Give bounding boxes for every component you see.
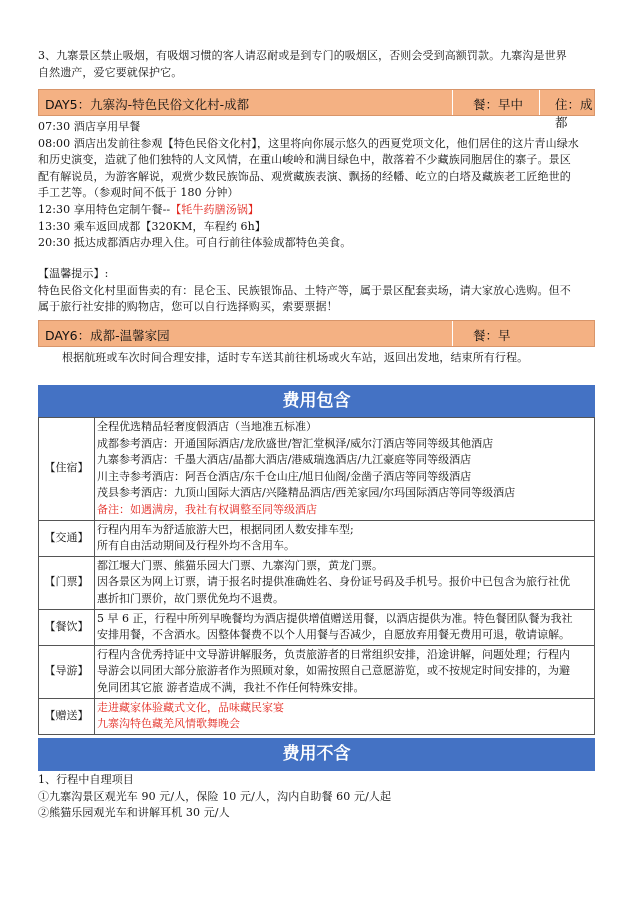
divider: [452, 321, 453, 346]
included-row: [39, 645, 595, 698]
day6-desc: 根据航班或车次时间合理安排，适时专车送其前往机场或火车站，返回出发地，结束所有行程。: [62, 351, 529, 364]
included-row: [39, 698, 595, 734]
included-row-value: [95, 556, 595, 609]
day5-title: DAY5：九寨沟-特色民俗文化村-成都: [45, 97, 250, 112]
included-row-key: 【导游】: [39, 645, 95, 698]
schedule-item: 13:30 乘车返回成都【320KM，车程约 6h】: [38, 219, 266, 233]
day6-title: DAY6：成都-温馨家园: [45, 328, 170, 343]
lunch-item: [38, 202, 600, 219]
lunch-prefix: 12:30 享用特色定制午餐--: [38, 202, 171, 216]
included-row-key: 【住宿】: [39, 418, 95, 521]
schedule-item: 07:30 酒店享用早餐: [38, 120, 141, 133]
schedule-item: 和历史演变，造就了他们独特的人文风情，在重山峻岭和满目绿色中，散落着不少藏族同胞居住的寨子。景区: [38, 153, 571, 167]
included-row-key: 【赠送】: [39, 698, 95, 734]
included-line: 安排用餐，不含酒水。因整体餐费不以个人用餐与否减少，自愿放弃用餐无费用可退，敬请谅解。: [97, 628, 570, 642]
tips-block: [38, 266, 600, 316]
included-highlight-line: 走进藏家体验藏式文化，品味藏民家宴: [97, 700, 284, 714]
schedule-item: 20:30 抵达成都酒店办理入住。可自行前往体验成都特色美食。: [38, 236, 352, 250]
day6-description: [62, 350, 600, 367]
included-row: [39, 556, 595, 609]
excluded-line: ①九寨沟景区观光车 90 元/人，保险 10 元/人，沟内自助餐 60 元/人起: [38, 789, 392, 803]
excluded-list: [38, 772, 600, 822]
included-table: [38, 417, 595, 735]
included-line: 成都参考酒店：开通国际酒店/龙欣盛世/智汇堂枫泽/威尔汀酒店等同等级其他酒店: [97, 436, 494, 450]
included-highlight-line: 九寨沟特色藏羌风情歌舞晚会: [97, 717, 240, 731]
included-row: [39, 520, 595, 556]
included-row-key: 【餐饮】: [39, 609, 95, 645]
schedule-item: 手工艺等。（参观时间不低于 180 分钟）: [38, 186, 239, 200]
included-line: 茂县参考酒店：九顶山国际大酒店/兴隆精品酒店/西羌家园/尔玛国际酒店等同等级酒店: [97, 486, 516, 500]
included-line: 所有自由活动期间及行程外均不含用车。: [97, 539, 295, 553]
included-row-value: [95, 645, 595, 698]
included-row-key: 【门票】: [39, 556, 95, 609]
day5-hotel: 住：成都: [555, 97, 593, 130]
tips-title: 【温馨提示】:: [38, 267, 109, 280]
divider: [452, 90, 453, 115]
included-line: 导游会以同团大部分旅游者作为照顾对象，如需按照自己意愿游览，或不按规定时间安排的，为避: [97, 664, 570, 678]
lunch-highlight: 【牦牛药膳汤锅】: [170, 202, 260, 216]
day6-meal: 餐：早: [473, 328, 511, 343]
excluded-line: ②熊猫乐园观光车和讲解耳机 30 元/人: [38, 806, 230, 820]
intro-line: 自然遗产，爱它要就保护它。: [38, 65, 183, 79]
included-highlight-line: 备注：如遇满房，我社有权调整至同等级酒店: [97, 502, 317, 516]
included-line: 惠折扣门票价，故门票优免均不退费。: [97, 591, 284, 605]
intro-line: 3、九寨景区禁止吸烟，有吸烟习惯的客人请忍耐或是到专门的吸烟区，否则会受到高额罚款。九寨沟是世界: [38, 49, 567, 62]
day6-header: [38, 320, 595, 347]
included-row: [39, 609, 595, 645]
intro-notice: [38, 48, 600, 81]
included-header: 费用包含: [38, 385, 595, 418]
included-line: 免同团其它旅 游者造成不满，我社不作任何特殊安排。: [97, 680, 365, 694]
included-line: 5 早 6 正，行程中所列早晚餐均为酒店提供增值赠送用餐，以酒店提供为准。特色餐团队餐为我社: [97, 611, 573, 625]
included-line: 川主寺参考酒店：阿吾仓酒店/东千仓山庄/旭日仙阁/金凿子酒店等同等级酒店: [97, 469, 472, 483]
included-row: [39, 418, 595, 521]
schedule-item: 08:00 酒店出发前往参观【特色民俗文化村】，这里将向你展示悠久的西夏党项文化，他们居住的这片青山绿水: [38, 136, 579, 150]
excluded-header: 费用不含: [38, 738, 595, 771]
schedule-item: 配有解说员，为游客解说，观赏少数民族饰品、观赏藏族表演、飘扬的经幡、屹立的白塔及藏族老工匠绝世的: [38, 169, 571, 183]
tips-line: 属于旅行社安排的购物店，您可以自行选择购买，索要票据！: [38, 300, 338, 314]
day5-schedule: [38, 119, 600, 252]
included-row-key: 【交通】: [39, 520, 95, 556]
included-row-value: [95, 698, 595, 734]
included-row-value: [95, 609, 595, 645]
included-row-value: [95, 418, 595, 521]
included-line: 九寨参考酒店：千墨大酒店/晶都大酒店/港威瑞逸酒店/九江豪庭等同等级酒店: [97, 453, 472, 467]
divider: [539, 90, 540, 115]
included-row-value: [95, 520, 595, 556]
included-line: 因各景区为网上订票，请于报名时提供准确姓名、身份证号码及手机号。报价中已包含为旅行社优: [97, 575, 570, 589]
day5-meal: 餐：早中: [473, 97, 524, 112]
included-line: 全程优选精品轻奢度假酒店（当地准五标准）: [97, 420, 317, 433]
excluded-line: 1、行程中自理项目: [38, 773, 134, 786]
tips-line: 特色民俗文化村里面售卖的有：昆仑玉、民族银饰品、土特产等，属于景区配套卖场，请大家放心选购。但不: [38, 283, 571, 297]
included-line: 都江堰大门票、熊猫乐园大门票、九寨沟门票，黄龙门票。: [97, 558, 383, 572]
included-line: 行程内含优秀持证中文导游讲解服务，负责旅游者的日常组织安排，沿途讲解，问题处理；行程内: [97, 647, 570, 661]
included-line: 行程内用车为舒适旅游大巴，根据同团人数安排车型;: [97, 522, 354, 536]
